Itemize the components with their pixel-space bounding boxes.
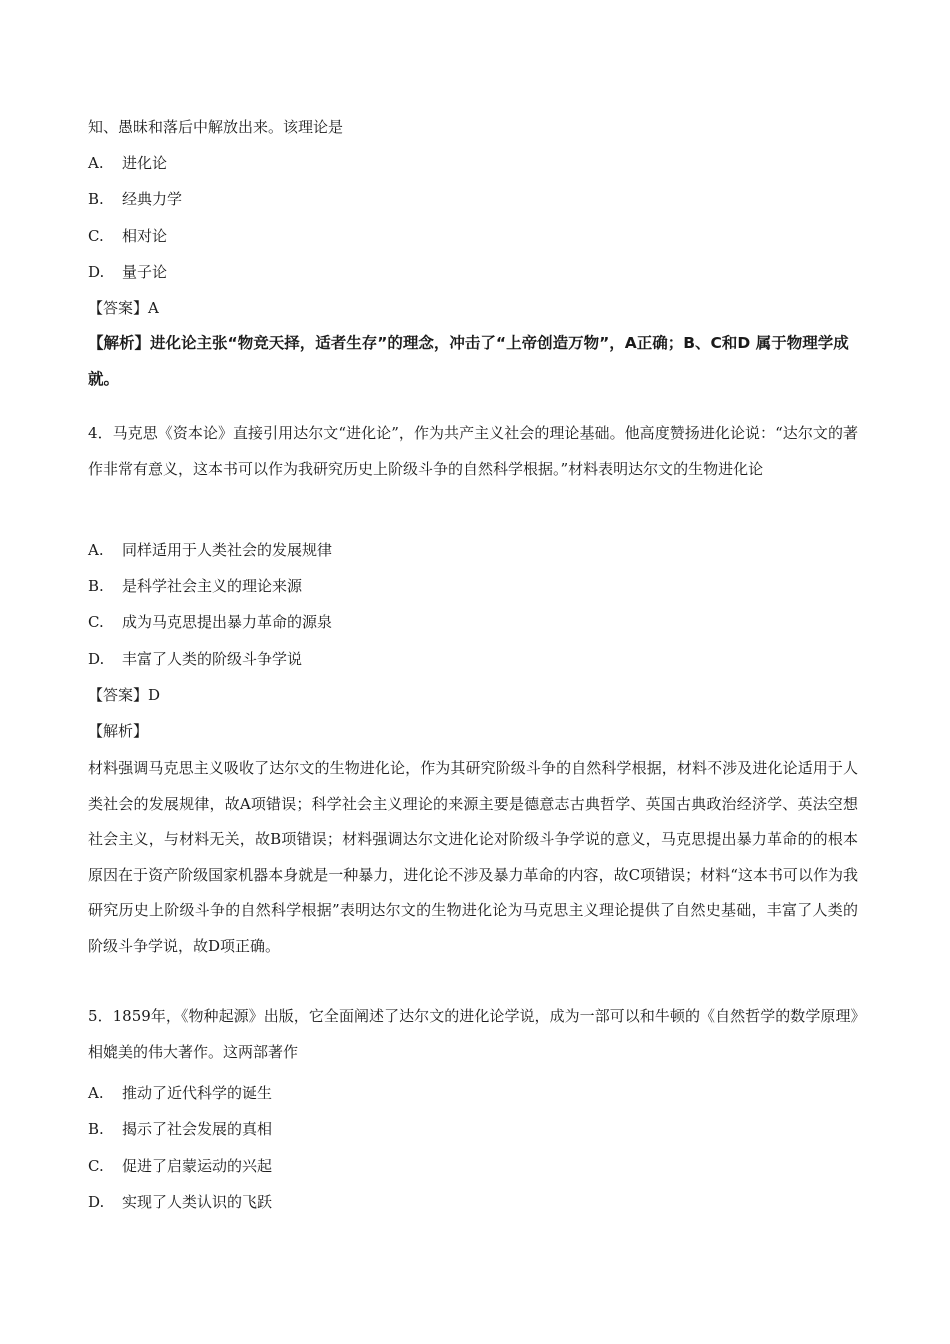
q5-stem: 5．1859年，《物种起源》出版，它全面阐述了达尔文的进化论学说，成为一部可以和牛顿的《自然哲学的数学原理》相媲美的伟大著作。这两部著作	[88, 1007, 858, 1061]
option-letter: B.	[88, 577, 104, 595]
q3-option-b	[88, 189, 182, 209]
option-text: 是科学社会主义的理论来源	[122, 577, 303, 595]
q5-option-d	[88, 1192, 272, 1212]
q3-answer: 【答案】A	[88, 299, 159, 317]
q3-option-c	[88, 226, 167, 246]
option-letter: D.	[88, 650, 105, 668]
q4-answer: 【答案】D	[88, 686, 161, 704]
option-letter: C.	[88, 613, 104, 631]
option-letter: D.	[88, 1193, 105, 1211]
option-text: 实现了人类认识的飞跃	[122, 1193, 273, 1211]
q4-option-a	[88, 540, 332, 560]
option-text: 量子论	[122, 263, 168, 281]
q3-analysis: 【解析】进化论主张“物竞天择，适者生存”的理念，冲击了“上帝创造万物”，A正确；B、C和D 属于物理学成就。	[88, 334, 849, 388]
option-text: 成为马克思提出暴力革命的源泉	[122, 613, 333, 631]
option-letter: A.	[88, 541, 104, 559]
option-text: 同样适用于人类社会的发展规律	[122, 541, 333, 559]
q3-option-a	[88, 153, 167, 173]
option-text: 进化论	[122, 154, 168, 172]
option-text: 推动了近代科学的诞生	[122, 1084, 273, 1102]
option-text: 经典力学	[122, 190, 183, 208]
q4-analysis-label: 【解析】	[88, 722, 149, 740]
q3-option-d	[88, 262, 167, 282]
option-text: 揭示了社会发展的真相	[122, 1120, 273, 1138]
option-text: 促进了启蒙运动的兴起	[122, 1157, 273, 1175]
option-letter: C.	[88, 227, 104, 245]
q3-stem-tail: 知、愚昧和落后中解放出来。该理论是	[88, 118, 344, 136]
option-letter: D.	[88, 263, 105, 281]
option-text: 丰富了人类的阶级斗争学说	[122, 650, 303, 668]
q5-option-b	[88, 1119, 272, 1139]
q4-option-b	[88, 576, 302, 596]
option-letter: A.	[88, 154, 104, 172]
option-letter: C.	[88, 1157, 104, 1175]
option-letter: B.	[88, 190, 104, 208]
q5-option-a	[88, 1083, 272, 1103]
q4-option-d	[88, 649, 302, 669]
option-text: 相对论	[122, 227, 168, 245]
q4-stem: 4．马克思《资本论》直接引用达尔文“进化论”，作为共产主义社会的理论基础。他高度赞扬进化论说：“达尔文的著作非常有意义，这本书可以作为我研究历史上阶级斗争的自然科学根据。”材料表明达尔文的生物进化论	[88, 424, 858, 478]
option-letter: B.	[88, 1120, 104, 1138]
option-letter: A.	[88, 1084, 104, 1102]
q5-option-c	[88, 1156, 272, 1176]
q4-option-c	[88, 612, 332, 632]
q4-analysis: 材料强调马克思主义吸收了达尔文的生物进化论，作为其研究阶级斗争的自然科学根据，材料不涉及进化论适用于人类社会的发展规律，故A项错误；科学社会主义理论的来源主要是德意志古典哲学、英国古典政治经济学、英法空想社会主义，与材料无关，故B项错误；材料强调达尔文进化论对阶级斗争学说的意义，马克思提出暴力革命的的根本原因在于资产阶级国家机器本身就是一种暴力，进化论不涉及暴力革命的内容，故C项错误；材料“这本书可以作为我研究历史上阶级斗争的自然科学根据”表明达尔文的生物进化论为马克思主义理论提供了自然史基础，丰富了人类的阶级斗争学说，故D项正确。	[88, 759, 858, 955]
